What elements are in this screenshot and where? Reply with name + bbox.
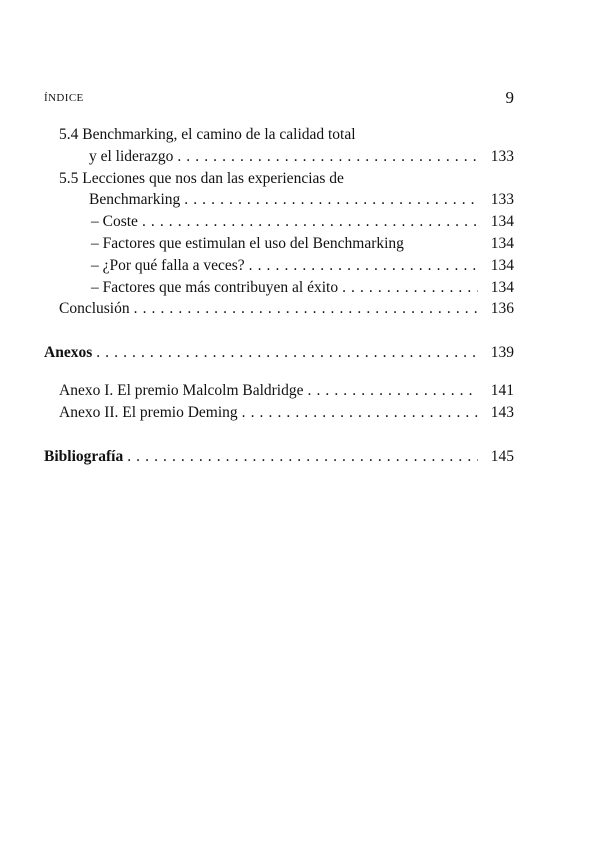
toc-section-title: Bibliografía (44, 447, 124, 465)
toc-page-number: 134 (490, 213, 514, 231)
toc-page-number: 141 (490, 381, 514, 399)
toc-entry (44, 146, 514, 168)
toc-section-title: Anexos (44, 344, 93, 362)
toc-page-number: 136 (490, 300, 514, 318)
toc-entry (44, 168, 514, 190)
toc-entry-text: – Coste (91, 213, 138, 231)
toc-page-number: 139 (490, 344, 514, 362)
dot-leader (96, 342, 478, 364)
toc-entry (44, 189, 514, 211)
toc-page-number: 143 (490, 403, 514, 421)
toc-entry-text: Benchmarking (89, 191, 181, 209)
toc-entry-text: Anexo I. El premio Malcolm Baldridge (59, 381, 304, 399)
dot-leader (342, 277, 478, 299)
toc-entry (44, 233, 514, 255)
dot-leader (308, 380, 479, 402)
header-page-number: 9 (505, 88, 514, 107)
toc-entry-text: 5.4 Benchmarking, el camino de la calidad total (59, 126, 356, 143)
dot-leader (127, 446, 478, 468)
dot-leader (134, 298, 478, 320)
toc-entry (44, 255, 514, 277)
toc-entry (44, 298, 514, 320)
toc-entry (44, 124, 514, 146)
running-header (44, 88, 514, 108)
toc-entry-text: 5.5 Lecciones que nos dan las experiencias de (59, 169, 344, 187)
dot-leader (184, 189, 478, 211)
header-title: ÍNDICE (44, 92, 84, 104)
toc-entry (44, 277, 514, 299)
toc-entry-text: Conclusión (59, 300, 130, 318)
toc-section (44, 446, 514, 468)
toc-entry-text: – Factores que más contribuyen al éxito (91, 278, 339, 296)
dot-leader (142, 211, 478, 233)
toc-page-number: 134 (490, 278, 514, 296)
toc-page-number: 134 (490, 234, 514, 252)
toc-page-number: 133 (490, 191, 514, 209)
dot-leader (242, 402, 478, 424)
dot-leader (249, 255, 478, 277)
dot-leader (177, 146, 478, 168)
toc-entry (44, 211, 514, 233)
toc-entry-text: y el liderazgo (89, 147, 174, 165)
toc-section (44, 342, 514, 364)
toc-entry-text: – Factores que estimulan el uso del Benchmarking (91, 234, 404, 252)
toc-page-number: 145 (490, 447, 514, 465)
table-of-contents (44, 124, 514, 467)
toc-entry (44, 402, 514, 424)
toc-entry-text: – ¿Por qué falla a veces? (91, 256, 245, 274)
toc-entry (44, 380, 514, 402)
toc-page-number: 134 (490, 256, 514, 274)
toc-entry-text: Anexo II. El premio Deming (59, 403, 238, 421)
toc-page-number: 133 (490, 147, 514, 165)
